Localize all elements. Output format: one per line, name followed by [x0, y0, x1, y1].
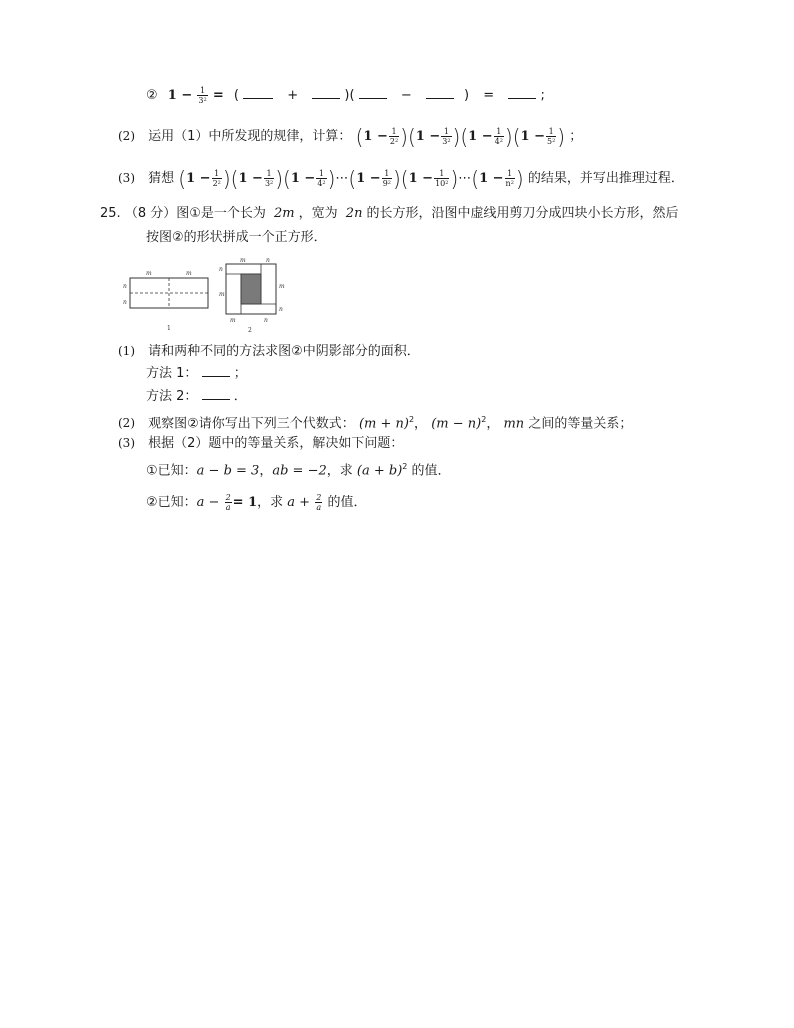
answer-blank[interactable]	[202, 387, 230, 400]
q24-sub2-line	[118, 123, 583, 150]
given-expr: ab = −2	[272, 463, 327, 479]
sub-label: (2)	[118, 129, 135, 143]
sub-text: 之间的等量关系；	[528, 416, 633, 432]
fig2-label-right-1: m	[279, 283, 285, 290]
q25-sub2-line	[118, 410, 632, 434]
fig2-label-bottom-1: m	[230, 317, 236, 324]
fraction: $\frac{2}{a}$	[225, 493, 231, 512]
punct: ，	[414, 416, 428, 432]
product-term: (1 − $\frac{1}{5^2}$ )	[512, 123, 566, 150]
fig2-label-bottom-2: n	[264, 317, 268, 324]
stem-text: 图①是一个长为	[176, 206, 266, 221]
answer-blank[interactable]	[426, 86, 454, 99]
answer-blank[interactable]	[359, 86, 387, 99]
q25-stem-line1	[100, 204, 678, 224]
answer-blank[interactable]	[312, 86, 340, 99]
paren-close: )	[464, 88, 470, 103]
q25-sub3-part2	[146, 493, 366, 513]
sub-text-tail: 的结果，并写出推理过程．	[527, 171, 684, 186]
part-label: ①已知：	[146, 463, 197, 479]
width-expr: 2n	[345, 206, 363, 221]
method-label: 方法 2：	[146, 389, 198, 404]
fig1-label-top-1: m	[146, 270, 152, 277]
paren-open: (	[233, 88, 239, 103]
sub-label: (2)	[118, 416, 135, 431]
product-term: (1 − $\frac{1}{9^2}$ )	[348, 165, 401, 192]
shaded-square	[241, 274, 261, 304]
paren-mid: )(	[344, 88, 355, 103]
exponent: 2	[402, 462, 408, 471]
product-term: (1 − $\frac{1}{10^2}$ )	[400, 165, 459, 192]
punct: ，	[259, 463, 273, 479]
q25-sub3-line	[118, 433, 403, 454]
q25-stem-line2: 按图②的形状拼成一个正方形．	[146, 230, 327, 245]
sub-text: 请和两种不同的方法求图②中阴影部分的面积．	[148, 344, 420, 359]
punct: ；	[569, 129, 583, 144]
q25-method1-line	[146, 364, 247, 384]
q24-sub3-line	[118, 165, 684, 192]
q25-sub3-part1	[146, 457, 451, 481]
sub-text: 运用（1）中所发现的规律，计算：	[148, 129, 352, 144]
product-term: (1 − $\frac{1}{2^2}$ )	[355, 123, 408, 150]
part-text: ，求	[326, 463, 353, 479]
plus-sign: +	[287, 88, 299, 103]
fig2-label-left-1: n	[219, 266, 223, 273]
length-expr: 2m	[274, 206, 295, 221]
figure-2	[216, 256, 290, 334]
method-label: 方法 1：	[146, 366, 198, 381]
exponent: 2	[408, 415, 415, 424]
sub-label: (1)	[118, 344, 135, 358]
equals: =	[483, 88, 495, 103]
product-term: (1 − $\frac{1}{2^2}$ )	[178, 165, 231, 192]
fraction: $\frac{2}{a}$	[316, 493, 322, 512]
fig1-label-left-1: n	[123, 283, 127, 290]
question-number: 25.	[100, 206, 121, 221]
sub-label: (3)	[118, 171, 135, 185]
sub-text: 观察图②请你写出下列三个代数式：	[148, 416, 355, 432]
product-term: (1 − $\frac{1}{4^2}$ )	[283, 165, 336, 192]
answer-blank[interactable]	[508, 86, 536, 99]
equals-one: = 1	[232, 495, 258, 510]
stem-text: 的长方形，沿图中虚线用剪刀分成四块小长方形，然后	[366, 206, 679, 221]
sub-text: 猜想	[148, 171, 175, 186]
product-expression	[355, 123, 566, 150]
part-text: ，求	[257, 495, 284, 510]
ellipsis: ⋯	[458, 171, 472, 186]
punct: ;	[540, 88, 545, 103]
fig2-caption: 2	[248, 327, 252, 334]
stem-text: ，宽为	[298, 206, 338, 221]
answer-blank[interactable]	[202, 364, 230, 377]
fig2-label-top-1: m	[240, 257, 246, 264]
product-term: (1 − $\frac{1}{3^2}$ )	[230, 165, 284, 192]
fraction: $\frac{1}{3^2}$	[198, 86, 207, 105]
sub-label: (3)	[118, 436, 135, 450]
punct: ．	[233, 389, 247, 404]
punct: ，	[486, 416, 500, 432]
q25-method2-line	[146, 387, 247, 407]
expr-diff: (m − n)	[431, 416, 482, 432]
target-expr: (a + b)	[356, 463, 403, 479]
minus-sign: −	[400, 88, 412, 103]
given-expr: a − b = 3	[196, 463, 260, 479]
product-expression	[178, 165, 524, 192]
item-marker: ②	[146, 88, 158, 103]
product-term: (1 − $\frac{1}{3^2}$ )	[407, 123, 461, 150]
ellipsis: ⋯	[335, 171, 349, 186]
expr-product: mn	[503, 416, 525, 432]
fig2-label-top-2: n	[266, 257, 270, 264]
fig1-label-left-2: n	[123, 299, 127, 306]
part-text: 的值．	[411, 463, 451, 479]
question-points: （8 分）	[124, 206, 177, 221]
q25-sub1-line	[118, 341, 420, 362]
target-expr: a +	[287, 495, 311, 510]
product-term: (1 − $\frac{1}{n^2}$ )	[471, 165, 524, 192]
product-term: (1 − $\frac{1}{4^2}$ )	[460, 123, 513, 150]
punct: ；	[233, 366, 247, 381]
fig2-label-left-2: m	[219, 291, 225, 298]
fig1-label-top-2: m	[186, 270, 192, 277]
expr-sum: (m + n)	[358, 416, 409, 432]
expr-lead: 1 −	[167, 88, 193, 103]
fig2-label-right-2: n	[279, 306, 283, 313]
sub-text: 根据（2）题中的等量关系，解决如下问题：	[148, 436, 404, 451]
figure-1	[118, 264, 214, 334]
part-label: ②已知：	[146, 495, 197, 510]
exponent: 2	[481, 415, 487, 424]
fig1-caption: 1	[167, 325, 171, 332]
answer-blank[interactable]	[243, 86, 273, 99]
equals: =	[212, 88, 224, 103]
q24-item2-line	[146, 86, 545, 106]
part-text: 的值．	[327, 495, 367, 510]
given-expr: a −	[196, 495, 220, 510]
